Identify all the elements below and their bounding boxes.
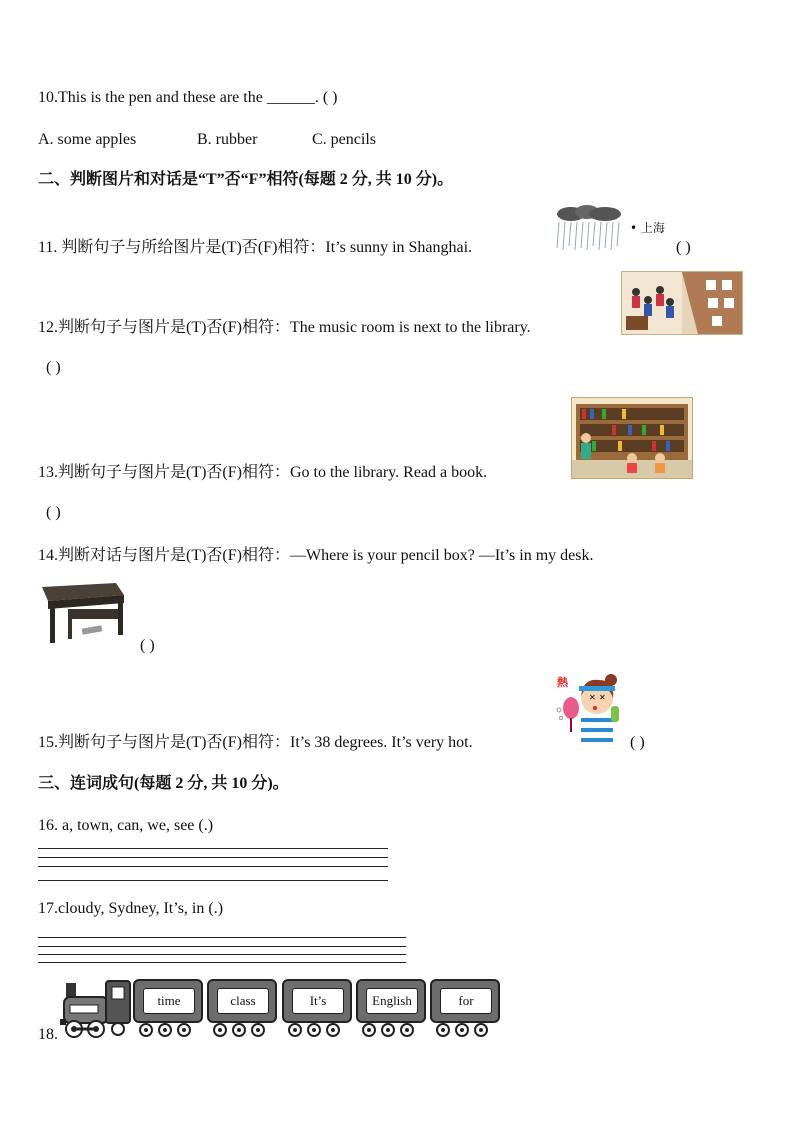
hot-label: 熱 [557,676,568,689]
question-13-text: 13.判断句子与图片是(T)否(F)相符：Go to the library. Read a book. [38,464,488,481]
question-10-option-a: A. some apples [38,131,137,148]
question-10-text: 10.This is the pen and these are the ______. ( ) [38,89,338,106]
svg-text:✕: ✕ [589,693,596,702]
writing-line[interactable] [38,954,406,955]
word-train [60,975,505,1039]
question-13-answer-blank: ( ) [46,504,61,521]
writing-line[interactable] [38,962,406,963]
train-car [430,979,500,1023]
writing-line[interactable] [38,848,388,849]
writing-line[interactable] [38,880,388,881]
word-card[interactable]: English [366,988,418,1014]
train-car [207,979,277,1023]
svg-text:✕: ✕ [599,693,606,702]
question-12-text: 12.判断句子与图片是(T)否(F)相符：The music room is next to the library. [38,319,531,336]
question-11-answer-blank: ( ) [676,239,691,256]
question-10-option-b: B. rubber [197,131,258,148]
desk-picture [38,577,128,647]
wheel-icon [362,1023,376,1037]
locomotive-icon [60,975,132,1039]
wheel-icon [139,1023,153,1037]
writing-line[interactable] [38,857,388,858]
wheel-icon [455,1023,469,1037]
rain-cloud-icon [553,204,625,252]
wheel-icon [307,1023,321,1037]
question-17-text: 17.cloudy, Sydney, It’s, in (.) [38,900,224,917]
question-15-text: 15.判断句子与图片是(T)否(F)相符：It’s 38 degrees. It’s very hot. [38,734,473,751]
library-picture [571,397,693,479]
wheel-icon [158,1023,172,1037]
question-11-text: 11. 判断句子与所给图片是(T)否(F)相符：It’s sunny in Shanghai. [38,239,473,256]
question-16-text: 16. a, town, can, we, see (.) [38,817,214,834]
wheel-icon [213,1023,227,1037]
music-room-picture [621,271,743,335]
word-card[interactable]: time [143,988,195,1014]
shanghai-label: • 上海 [630,221,665,235]
wheel-icon [474,1023,488,1037]
train-car [282,979,352,1023]
wheel-icon [177,1023,191,1037]
word-card[interactable]: for [440,988,492,1014]
wheel-icon [326,1023,340,1037]
writing-line[interactable] [38,866,388,867]
wheel-icon [436,1023,450,1037]
question-14-text: 14.判断对话与图片是(T)否(F)相符：—Where is your pencil box? —It’s in my desk. [38,547,594,564]
question-12-answer-blank: ( ) [46,359,61,376]
wheel-icon [400,1023,414,1037]
wheel-icon [381,1023,395,1037]
section-3-heading: 三、连词成句(每题 2 分, 共 10 分)。 [38,775,289,792]
question-15-answer-blank: ( ) [630,734,645,751]
train-car [133,979,203,1023]
question-18-number: 18. [38,1026,58,1043]
word-card[interactable]: class [217,988,269,1014]
wheel-icon [232,1023,246,1037]
writing-line[interactable] [38,946,406,947]
section-2-heading: 二、判断图片和对话是“T”否“F”相符(每题 2 分, 共 10 分)。 [38,171,454,188]
writing-line[interactable] [38,937,406,938]
question-10-option-c: C. pencils [312,131,376,148]
word-card[interactable]: It’s [292,988,344,1014]
question-14-answer-blank: ( ) [140,637,155,654]
wheel-icon [288,1023,302,1037]
train-car [356,979,426,1023]
wheel-icon [251,1023,265,1037]
